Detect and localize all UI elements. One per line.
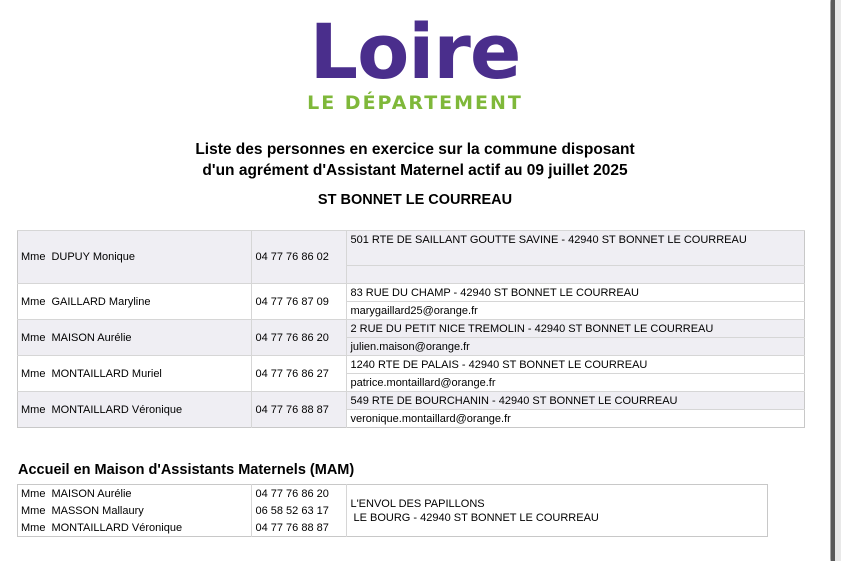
commune-heading: ST BONNET LE COURREAU (317, 192, 513, 208)
phone-cell: 06 58 52 63 17 (252, 502, 347, 519)
address-cell: 2 RUE DU PETIT NICE TREMOLIN - 42940 ST BONNET LE COURREAU (347, 320, 805, 338)
address-cell: 1240 RTE DE PALAIS - 42940 ST BONNET LE COURREAU (347, 356, 805, 374)
mam-name: L'ENVOL DES PAPILLONS (350, 497, 485, 510)
email-cell: veronique.montaillard@orange.fr (347, 410, 805, 428)
mam-info-cell (347, 485, 768, 537)
window-edge (831, 0, 835, 561)
name-cell: MAISON Aurélie (51, 487, 132, 500)
table-row (18, 392, 805, 410)
name-cell: MASSON Mallaury (51, 504, 144, 517)
address-cell: 83 RUE DU CHAMP - 42940 ST BONNET LE COURREAU (347, 284, 805, 302)
name-cell: MAISON Aurélie (48, 320, 252, 356)
email-cell: marygaillard25@orange.fr (347, 302, 805, 320)
civility-cell: Mme (18, 284, 49, 320)
mam-address: LE BOURG - 42940 ST BONNET LE COURREAU (350, 511, 599, 524)
phone-cell: 04 77 76 86 20 (252, 485, 347, 503)
phone-cell: 04 77 76 86 27 (252, 356, 347, 392)
name-cell: GAILLARD Maryline (48, 284, 252, 320)
name-cell: MONTAILLARD Véronique (48, 392, 252, 428)
civility-cell: Mme (21, 487, 46, 500)
civility-cell: Mme (18, 392, 49, 428)
table-row (18, 284, 805, 302)
title-line-1: Liste des personnes en exercice sur la commune disposant (195, 141, 635, 158)
email-cell: patrice.montaillard@orange.fr (347, 374, 805, 392)
civility-cell: Mme (21, 504, 46, 517)
mam-table (17, 484, 768, 537)
email-cell: julien.maison@orange.fr (347, 338, 805, 356)
phone-cell: 04 77 76 87 09 (252, 284, 347, 320)
civility-cell: Mme (18, 356, 49, 392)
document-title (90, 139, 740, 181)
phone-cell: 04 77 76 88 87 (252, 519, 347, 537)
name-cell: DUPUY Monique (48, 231, 252, 284)
phone-cell: 04 77 76 86 20 (252, 320, 347, 356)
civility-cell: Mme (18, 320, 49, 356)
table-row (18, 320, 805, 338)
name-cell: MONTAILLARD Véronique (51, 521, 183, 534)
email-cell (347, 266, 805, 284)
loire-departement-logo (290, 7, 540, 115)
logo-subtitle: LE DÉPARTEMENT (307, 92, 523, 114)
mam-heading: Accueil en Maison d'Assistants Maternels (MAM) (18, 462, 355, 478)
address-cell: 501 RTE DE SAILLANT GOUTTE SAVINE - 42940 ST BONNET LE COURREAU (347, 231, 805, 266)
civility-cell: Mme (18, 231, 49, 284)
table-row (18, 485, 768, 503)
name-cell: MONTAILLARD Muriel (48, 356, 252, 392)
title-line-2: d'un agrément d'Assistant Maternel actif au 09 juillet 2025 (202, 162, 628, 179)
address-cell: 549 RTE DE BOURCHANIN - 42940 ST BONNET LE COURREAU (347, 392, 805, 410)
phone-cell: 04 77 76 88 87 (252, 392, 347, 428)
logo-word: Loire (309, 7, 521, 96)
civility-cell: Mme (21, 521, 46, 534)
table-row (18, 231, 805, 266)
table-row (18, 356, 805, 374)
assistants-table (17, 230, 805, 428)
phone-cell: 04 77 76 86 02 (252, 231, 347, 284)
